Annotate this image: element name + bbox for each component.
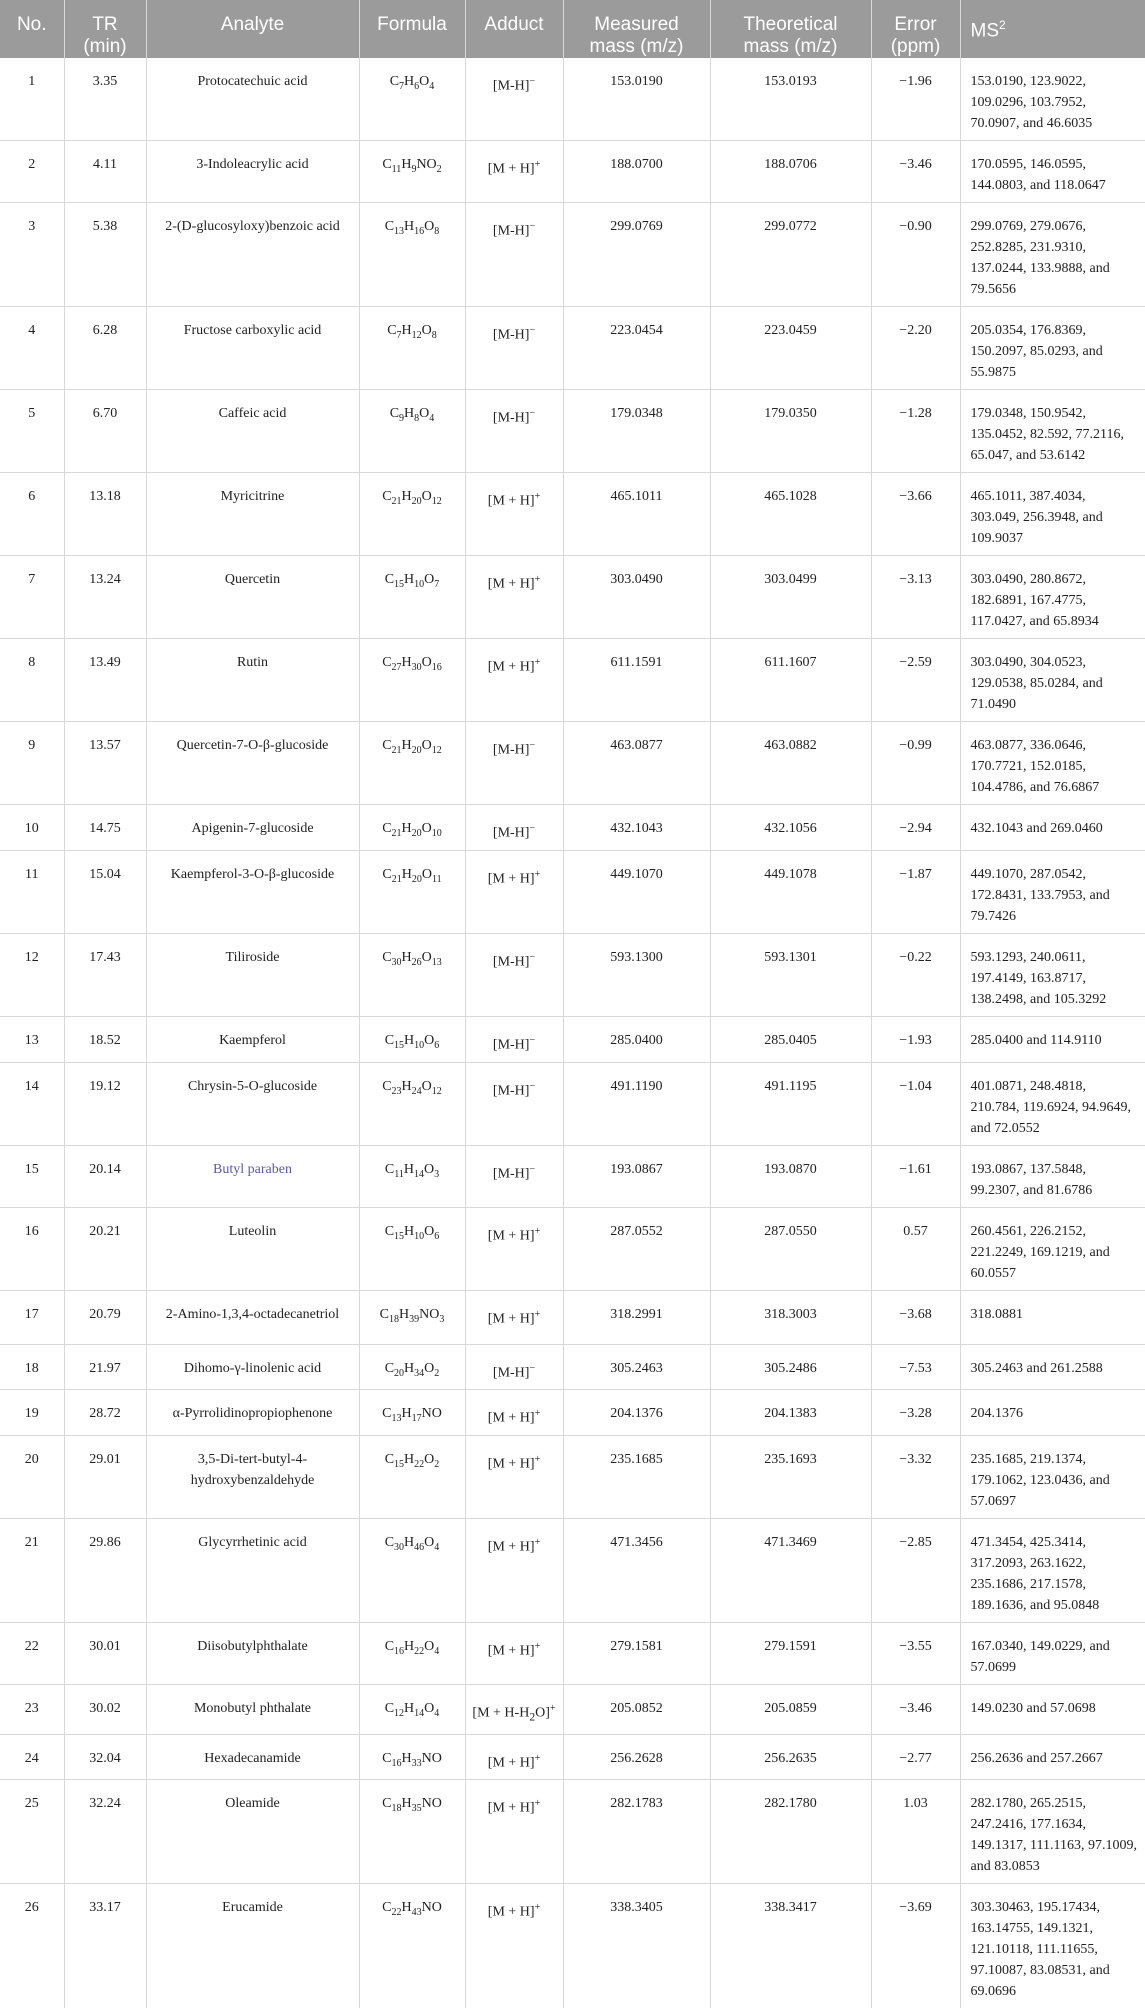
cell-formula: $C_9H_8O_4$ — [359, 390, 465, 473]
table-row — [0, 1685, 1145, 1734]
table-body — [0, 58, 1145, 2008]
cell-no: 3 — [0, 203, 64, 307]
cell-ms2: 149.0230 and 57.0698 — [960, 1685, 1145, 1734]
cell-ms2: 260.4561, 226.2152, 221.2249, 169.1219, and 60.0557 — [960, 1207, 1145, 1290]
cell-adduct: [M + H]+ — [465, 850, 563, 933]
cell-no: 4 — [0, 307, 64, 390]
table-row — [0, 307, 1145, 390]
cell-ms2: 465.1011, 387.4034, 303.049, 256.3948, and 109.9037 — [960, 473, 1145, 556]
cell-adduct: [M-H]− — [465, 805, 563, 851]
cell-tr: 5.38 — [64, 203, 146, 307]
cell-theoretical-mass: 204.1383 — [710, 1390, 871, 1436]
cell-error: −3.13 — [871, 556, 960, 639]
cell-adduct: [M + H]+ — [465, 1519, 563, 1623]
cell-analyte: 3,5-Di-tert-butyl-4-hydroxybenzaldehyde — [146, 1436, 359, 1519]
cell-no: 19 — [0, 1390, 64, 1436]
header-no: No. — [0, 0, 64, 58]
cell-theoretical-mass: 256.2635 — [710, 1734, 871, 1780]
cell-tr: 20.14 — [64, 1145, 146, 1207]
cell-error: −1.96 — [871, 58, 960, 141]
cell-no: 13 — [0, 1016, 64, 1062]
cell-no: 7 — [0, 556, 64, 639]
cell-no: 12 — [0, 933, 64, 1016]
cell-formula: $C_{15}H_{22}O_2$ — [359, 1436, 465, 1519]
cell-ms2: 167.0340, 149.0229, and 57.0699 — [960, 1623, 1145, 1685]
cell-formula: $C_{11}H_{14}O_3$ — [359, 1145, 465, 1207]
cell-adduct: [M-H]− — [465, 307, 563, 390]
cell-formula: $C_{13}H_{16}O_8$ — [359, 203, 465, 307]
cell-tr: 29.86 — [64, 1519, 146, 1623]
header-tr: TR (min) — [64, 0, 146, 58]
cell-tr: 21.97 — [64, 1344, 146, 1390]
cell-adduct: [M + H]+ — [465, 1734, 563, 1780]
cell-analyte: α-Pyrrolidinopropiophenone — [146, 1390, 359, 1436]
cell-formula: $C_{15}H_{10}O_6$ — [359, 1207, 465, 1290]
cell-adduct: [M-H]− — [465, 390, 563, 473]
cell-analyte: Dihomo-γ-linolenic acid — [146, 1344, 359, 1390]
cell-formula: $C_{20}H_{34}O_2$ — [359, 1344, 465, 1390]
cell-tr: 32.04 — [64, 1734, 146, 1780]
table-row — [0, 639, 1145, 722]
cell-ms2: 204.1376 — [960, 1390, 1145, 1436]
cell-analyte: Erucamide — [146, 1884, 359, 2008]
cell-measured-mass: 285.0400 — [563, 1016, 710, 1062]
cell-analyte: Caffeic acid — [146, 390, 359, 473]
cell-theoretical-mass: 449.1078 — [710, 850, 871, 933]
cell-ms2: 303.0490, 280.8672, 182.6891, 167.4775, 117.0427, and 65.8934 — [960, 556, 1145, 639]
cell-ms2: 318.0881 — [960, 1290, 1145, 1344]
cell-no: 10 — [0, 805, 64, 851]
header-adduct: Adduct — [465, 0, 563, 58]
cell-adduct: [M-H]− — [465, 58, 563, 141]
table-row — [0, 1780, 1145, 1884]
cell-error: 1.03 — [871, 1780, 960, 1884]
cell-ms2: 205.0354, 176.8369, 150.2097, 85.0293, and 55.9875 — [960, 307, 1145, 390]
cell-ms2: 449.1070, 287.0542, 172.8431, 133.7953, and 79.7426 — [960, 850, 1145, 933]
cell-error: −1.87 — [871, 850, 960, 933]
cell-formula: $C_{18}H_{35}NO$ — [359, 1780, 465, 1884]
cell-error: −3.69 — [871, 1884, 960, 2008]
cell-analyte: 2-(D-glucosyloxy)benzoic acid — [146, 203, 359, 307]
cell-analyte: Monobutyl phthalate — [146, 1685, 359, 1734]
cell-analyte: Diisobutylphthalate — [146, 1623, 359, 1685]
cell-tr: 32.24 — [64, 1780, 146, 1884]
cell-analyte: 2-Amino-1,3,4-octadecanetriol — [146, 1290, 359, 1344]
cell-no: 6 — [0, 473, 64, 556]
cell-theoretical-mass: 223.0459 — [710, 307, 871, 390]
cell-theoretical-mass: 318.3003 — [710, 1290, 871, 1344]
cell-theoretical-mass: 193.0870 — [710, 1145, 871, 1207]
cell-no: 2 — [0, 141, 64, 203]
cell-ms2: 303.0490, 304.0523, 129.0538, 85.0284, and 71.0490 — [960, 639, 1145, 722]
cell-ms2: 153.0190, 123.9022, 109.0296, 103.7952, 70.0907, and 46.6035 — [960, 58, 1145, 141]
table-row — [0, 722, 1145, 805]
cell-measured-mass: 299.0769 — [563, 203, 710, 307]
cell-error: −1.93 — [871, 1016, 960, 1062]
cell-formula: $C_{30}H_{46}O_4$ — [359, 1519, 465, 1623]
cell-error: −2.20 — [871, 307, 960, 390]
cell-analyte: Kaempferol — [146, 1016, 359, 1062]
cell-measured-mass: 153.0190 — [563, 58, 710, 141]
cell-measured-mass: 188.0700 — [563, 141, 710, 203]
cell-analyte: Rutin — [146, 639, 359, 722]
cell-analyte: Quercetin — [146, 556, 359, 639]
cell-adduct: [M + H]+ — [465, 639, 563, 722]
cell-measured-mass: 471.3456 — [563, 1519, 710, 1623]
cell-ms2: 303.30463, 195.17434, 163.14755, 149.1321, 121.10118, 111.11655, 97.10087, 83.08531, and 69.0696 — [970, 1900, 1110, 2000]
cell-measured-mass: 338.3405 — [563, 1884, 710, 2008]
cell-theoretical-mass: 287.0550 — [710, 1207, 871, 1290]
cell-ms2: 432.1043 and 269.0460 — [960, 805, 1145, 851]
cell-tr: 19.12 — [64, 1062, 146, 1145]
cell-formula: $C_{15}H_{10}O_7$ — [359, 556, 465, 639]
cell-no: 1 — [0, 58, 64, 141]
cell-measured-mass: 318.2991 — [563, 1290, 710, 1344]
cell-adduct: [M + H]+ — [465, 141, 563, 203]
cell-measured-mass: 463.0877 — [563, 722, 710, 805]
cell-no: 14 — [0, 1062, 64, 1145]
cell-adduct: [M + H]+ — [465, 473, 563, 556]
cell-formula: $C_7H_6O_4$ — [359, 58, 465, 141]
cell-formula: $C_{21}H_{20}O_{12}$ — [359, 722, 465, 805]
cell-no: 8 — [0, 639, 64, 722]
cell-measured-mass: 303.0490 — [563, 556, 710, 639]
cell-formula: $C_{21}H_{20}O_{11}$ — [359, 850, 465, 933]
cell-analyte: Apigenin-7-glucoside — [146, 805, 359, 851]
cell-tr: 13.24 — [64, 556, 146, 639]
table-row — [0, 473, 1145, 556]
cell-adduct: [M + H]+ — [465, 1390, 563, 1436]
table-row — [0, 1145, 1145, 1207]
table-row — [0, 556, 1145, 639]
cell-adduct: $[M + H-H_2O]^+$ — [465, 1685, 563, 1734]
cell-tr: 33.17 — [64, 1884, 146, 2008]
cell-analyte: Myricitrine — [146, 473, 359, 556]
cell-ms2: 282.1780, 265.2515, 247.2416, 177.1634, 149.1317, 111.1163, 97.1009, and 83.0853 — [960, 1780, 1145, 1884]
cell-formula: $C_{16}H_{22}O_4$ — [359, 1623, 465, 1685]
cell-measured-mass: 449.1070 — [563, 850, 710, 933]
cell-measured-mass: 235.1685 — [563, 1436, 710, 1519]
cell-adduct: [M-H]− — [465, 933, 563, 1016]
cell-error: −3.46 — [871, 141, 960, 203]
cell-theoretical-mass: 338.3417 — [710, 1884, 871, 2008]
cell-adduct: [M + H]+ — [465, 1780, 563, 1884]
cell-analyte: Glycyrrhetinic acid — [146, 1519, 359, 1623]
table-row — [0, 850, 1145, 933]
cell-error: −3.68 — [871, 1290, 960, 1344]
cell-tr: 29.01 — [64, 1436, 146, 1519]
cell-no: 22 — [0, 1623, 64, 1685]
cell-formula: $C_{13}H_{17}NO$ — [359, 1390, 465, 1436]
cell-adduct: [M + H]+ — [465, 1436, 563, 1519]
cell-theoretical-mass: 279.1591 — [710, 1623, 871, 1685]
cell-theoretical-mass: 282.1780 — [710, 1780, 871, 1884]
table-row — [0, 1390, 1145, 1436]
cell-tr: 6.28 — [64, 307, 146, 390]
cell-theoretical-mass: 235.1693 — [710, 1436, 871, 1519]
cell-error: −0.90 — [871, 203, 960, 307]
cell-error: −3.46 — [871, 1685, 960, 1734]
cell-tr: 15.04 — [64, 850, 146, 933]
table-row — [0, 1623, 1145, 1685]
cell-ms2: 593.1293, 240.0611, 197.4149, 163.8717, 138.2498, and 105.3292 — [960, 933, 1145, 1016]
cell-tr: 30.02 — [64, 1685, 146, 1734]
table-row — [0, 1519, 1145, 1623]
cell-theoretical-mass: 465.1028 — [710, 473, 871, 556]
cell-tr: 13.18 — [64, 473, 146, 556]
table-row — [0, 1344, 1145, 1390]
cell-theoretical-mass: 179.0350 — [710, 390, 871, 473]
cell-tr: 30.01 — [64, 1623, 146, 1685]
table-row — [0, 1016, 1145, 1062]
cell-adduct: [M-H]− — [465, 1062, 563, 1145]
cell-ms2: 471.3454, 425.3414, 317.2093, 263.1622, 235.1686, 217.1578, 189.1636, and 95.0848 — [960, 1519, 1145, 1623]
cell-formula: $C_{27}H_{30}O_{16}$ — [359, 639, 465, 722]
cell-error: −3.66 — [871, 473, 960, 556]
cell-ms2: 170.0595, 146.0595, 144.0803, and 118.0647 — [960, 141, 1145, 203]
cell-no: 26 — [0, 1884, 64, 2008]
cell-measured-mass: 223.0454 — [563, 307, 710, 390]
header-theoretical-mass: Theoretical mass (m/z) — [710, 0, 871, 58]
header-row — [0, 0, 1145, 58]
cell-measured-mass: 465.1011 — [563, 473, 710, 556]
cell-ms2: 463.0877, 336.0646, 170.7721, 152.0185, 104.4786, and 76.6867 — [960, 722, 1145, 805]
table-row — [0, 805, 1145, 851]
cell-error: −2.94 — [871, 805, 960, 851]
cell-measured-mass: 611.1591 — [563, 639, 710, 722]
cell-analyte: 3-Indoleacrylic acid — [146, 141, 359, 203]
cell-theoretical-mass: 463.0882 — [710, 722, 871, 805]
cell-no: 23 — [0, 1685, 64, 1734]
cell-tr: 13.49 — [64, 639, 146, 722]
table-row — [0, 141, 1145, 203]
cell-no: 9 — [0, 722, 64, 805]
header-measured-mass: Measured mass (m/z) — [563, 0, 710, 58]
cell-theoretical-mass: 305.2486 — [710, 1344, 871, 1390]
cell-adduct: [M + H]+ — [465, 556, 563, 639]
cell-no: 20 — [0, 1436, 64, 1519]
cell-error: −2.59 — [871, 639, 960, 722]
cell-formula: $C_{12}H_{14}O_4$ — [359, 1685, 465, 1734]
cell-tr: 6.70 — [64, 390, 146, 473]
cell-analyte: Tiliroside — [146, 933, 359, 1016]
cell-adduct: [M-H]− — [465, 1016, 563, 1062]
cell-tr: 20.79 — [64, 1290, 146, 1344]
cell-measured-mass: 305.2463 — [563, 1344, 710, 1390]
cell-tr: 14.75 — [64, 805, 146, 851]
cell-measured-mass: 593.1300 — [563, 933, 710, 1016]
table-row — [0, 203, 1145, 307]
cell-adduct: [M + H]+ — [465, 1623, 563, 1685]
cell-adduct: [M + H]+ — [465, 1207, 563, 1290]
cell-measured-mass: 193.0867 — [563, 1145, 710, 1207]
table-row — [0, 390, 1145, 473]
cell-measured-mass: 491.1190 — [563, 1062, 710, 1145]
cell-no: 11 — [0, 850, 64, 933]
cell-formula: $C_{18}H_{39}NO_3$ — [359, 1290, 465, 1344]
cell-measured-mass: 204.1376 — [563, 1390, 710, 1436]
cell-analyte: Quercetin-7-O-β-glucoside — [146, 722, 359, 805]
cell-theoretical-mass: 299.0772 — [710, 203, 871, 307]
cell-ms2: 235.1685, 219.1374, 179.1062, 123.0436, and 57.0697 — [960, 1436, 1145, 1519]
cell-formula: $C_{16}H_{33}NO$ — [359, 1734, 465, 1780]
cell-no: 15 — [0, 1145, 64, 1207]
cell-formula: $C_{15}H_{10}O_6$ — [359, 1016, 465, 1062]
cell-error: 0.57 — [871, 1207, 960, 1290]
cell-tr: 28.72 — [64, 1390, 146, 1436]
cell-measured-mass: 287.0552 — [563, 1207, 710, 1290]
cell-formula: $C_{21}H_{20}O_{10}$ — [359, 805, 465, 851]
cell-no: 18 — [0, 1344, 64, 1390]
cell-theoretical-mass: 205.0859 — [710, 1685, 871, 1734]
header-analyte: Analyte — [146, 0, 359, 58]
cell-theoretical-mass: 432.1056 — [710, 805, 871, 851]
cell-error: −3.32 — [871, 1436, 960, 1519]
cell-theoretical-mass: 188.0706 — [710, 141, 871, 203]
cell-error: −3.55 — [871, 1623, 960, 1685]
cell-adduct: [M + H]+ — [465, 1290, 563, 1344]
cell-measured-mass: 282.1783 — [563, 1780, 710, 1884]
header-error: Error (ppm) — [871, 0, 960, 58]
cell-no: 16 — [0, 1207, 64, 1290]
cell-formula: $C_{23}H_{24}O_{12}$ — [359, 1062, 465, 1145]
cell-analyte: Fructose carboxylic acid — [146, 307, 359, 390]
cell-measured-mass: 205.0852 — [563, 1685, 710, 1734]
cell-ms2: 193.0867, 137.5848, 99.2307, and 81.6786 — [960, 1145, 1145, 1207]
cell-theoretical-mass: 153.0193 — [710, 58, 871, 141]
cell-adduct: [M-H]− — [465, 1145, 563, 1207]
cell-formula: $C_{22}H_{43}NO$ — [359, 1884, 465, 2008]
cell-adduct: [M + H]+ — [465, 1884, 563, 2008]
cell-tr: 3.35 — [64, 58, 146, 141]
table-row — [0, 1734, 1145, 1780]
cell-formula: $C_{30}H_{26}O_{13}$ — [359, 933, 465, 1016]
cell-error: −0.22 — [871, 933, 960, 1016]
cell-tr: 20.21 — [64, 1207, 146, 1290]
cell-no: 21 — [0, 1519, 64, 1623]
cell-error: −0.99 — [871, 722, 960, 805]
table-row — [0, 1062, 1145, 1145]
cell-adduct: [M-H]− — [465, 1344, 563, 1390]
table-row — [0, 1290, 1145, 1344]
cell-analyte: Luteolin — [146, 1207, 359, 1290]
cell-ms2: 179.0348, 150.9542, 135.0452, 82.592, 77.2116, 65.047, and 53.6142 — [960, 390, 1145, 473]
cell-no: 25 — [0, 1780, 64, 1884]
header-formula: Formula — [359, 0, 465, 58]
cell-error: −1.61 — [871, 1145, 960, 1207]
cell-theoretical-mass: 593.1301 — [710, 933, 871, 1016]
cell-formula: $C_{21}H_{20}O_{12}$ — [359, 473, 465, 556]
cell-analyte: Protocatechuic acid — [146, 58, 359, 141]
cell-formula: $C_7H_{12}O_8$ — [359, 307, 465, 390]
cell-error: −1.28 — [871, 390, 960, 473]
table-row — [0, 1884, 1145, 2008]
cell-error: −2.77 — [871, 1734, 960, 1780]
cell-ms2: 299.0769, 279.0676, 252.8285, 231.9310, 137.0244, 133.9888, and 79.5656 — [960, 203, 1145, 307]
cell-tr: 4.11 — [64, 141, 146, 203]
cell-measured-mass: 432.1043 — [563, 805, 710, 851]
table-row — [0, 58, 1145, 141]
cell-error: −7.53 — [871, 1344, 960, 1390]
header-ms2: $MS^2$ — [960, 0, 1145, 58]
table-row — [0, 933, 1145, 1016]
cell-tr: 13.57 — [64, 722, 146, 805]
cell-analyte: Hexadecanamide — [146, 1734, 359, 1780]
cell-tr: 18.52 — [64, 1016, 146, 1062]
cell-analyte: Oleamide — [146, 1780, 359, 1884]
cell-error: −3.28 — [871, 1390, 960, 1436]
cell-adduct: [M-H]− — [465, 203, 563, 307]
cell-theoretical-mass: 285.0405 — [710, 1016, 871, 1062]
cell-theoretical-mass: 491.1195 — [710, 1062, 871, 1145]
cell-theoretical-mass: 471.3469 — [710, 1519, 871, 1623]
cell-measured-mass: 256.2628 — [563, 1734, 710, 1780]
cell-measured-mass: 179.0348 — [563, 390, 710, 473]
cell-no: 5 — [0, 390, 64, 473]
cell-tr: 17.43 — [64, 933, 146, 1016]
cell-error: −1.04 — [871, 1062, 960, 1145]
cell-ms2: 401.0871, 248.4818, 210.784, 119.6924, 94.9649, and 72.0552 — [960, 1062, 1145, 1145]
cell-ms2: 285.0400 and 114.9110 — [960, 1016, 1145, 1062]
cell-theoretical-mass: 303.0499 — [710, 556, 871, 639]
cell-no: 17 — [0, 1290, 64, 1344]
cell-error: −2.85 — [871, 1519, 960, 1623]
cell-analyte[interactable]: Butyl paraben — [146, 1145, 359, 1207]
table-row — [0, 1436, 1145, 1519]
cell-no: 24 — [0, 1734, 64, 1780]
table-row — [0, 1207, 1145, 1290]
cell-ms2: 256.2636 and 257.2667 — [960, 1734, 1145, 1780]
cell-analyte: Chrysin-5-O-glucoside — [146, 1062, 359, 1145]
cell-formula: $C_{11}H_9NO_2$ — [359, 141, 465, 203]
cell-adduct: [M-H]− — [465, 722, 563, 805]
cell-theoretical-mass: 611.1607 — [710, 639, 871, 722]
cell-analyte: Kaempferol-3-O-β-glucoside — [146, 850, 359, 933]
cell-ms2: 305.2463 and 261.2588 — [960, 1344, 1145, 1390]
cell-measured-mass: 279.1581 — [563, 1623, 710, 1685]
